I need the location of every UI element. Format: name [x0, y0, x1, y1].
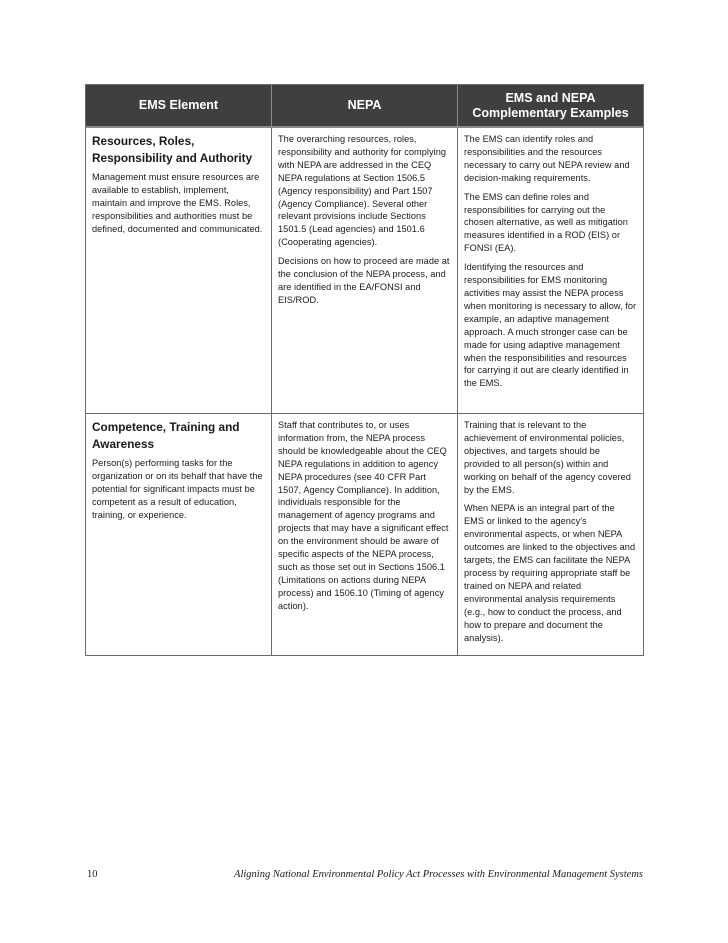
header-ems-element: EMS Element [86, 85, 272, 126]
examples-cell [458, 414, 643, 655]
page-footer [87, 869, 643, 883]
header-complementary-line1: EMS and NEPA [505, 90, 596, 105]
table-row [86, 128, 643, 414]
element-text: Person(s) performing tasks for the organization or on its behalf that have the potential for significant impacts must be competent as a result of education, training, or experience. [92, 458, 263, 520]
nepa-cell [272, 414, 458, 655]
table-row [86, 414, 643, 655]
ems-element-cell [86, 128, 272, 413]
nepa-cell [272, 128, 458, 413]
element-text: Management must ensure resources are available to establish, implement, maintain and improve the EMS. Roles, responsibilities and authorities must be defined, documented and communicated. [92, 172, 263, 234]
document-title: Aligning National Environmental Policy Act Processes with Environmental Management Systems [234, 869, 643, 880]
example-paragraph: Identifying the resources and responsibilities for EMS monitoring activities may assist the NEPA process when monitoring is necessary to allow, for example, an adaptive management approach. A much stronger case can be made for using adaptive management when the responsibilities and resources for carrying it out are clearly identified in the EMS. [464, 262, 637, 389]
element-title: Resources, Roles, Responsibility and Authority [92, 134, 253, 165]
example-paragraph: Training that is relevant to the achievement of environmental policies, objectives, and targets should be provided to all person(s) within and working on behalf of the agency covered by the EMS. [464, 420, 631, 495]
table-header-row [86, 85, 643, 128]
example-paragraph: When NEPA is an integral part of the EMS or linked to the agency's environmental aspects, or when NEPA outcomes are linked to the objectives and targets, the EMS can facilitate the NEPA process by requiring appropriate staff be trained on NEPA and related environmental analysis requirements (e.g., how to conduct the process, and how to prepare and document the analysis). [464, 503, 636, 643]
example-paragraph: The EMS can define roles and responsibilities for carrying out the chosen alternative, as well as mitigation measures identified in a ROD (EIS) or FONSI (EA). [464, 191, 628, 254]
page-number: 10 [87, 869, 98, 880]
nepa-paragraph: Decisions on how to proceed are made at the conclusion of the NEPA process, and are identified in the EA/FONSI and EIS/ROD. [278, 256, 450, 305]
header-complementary-line2: Complementary Examples [472, 105, 629, 120]
nepa-paragraph: Staff that contributes to, or uses information from, the NEPA process should be knowledgeable about the CEQ NEPA regulations in addition to agency NEPA procedures (see 40 CFR Part 1507, Agency Compliance). In addition, individuals responsible for the management of agency programs and projects that may have a significant effect on the environment should be aware of specific aspects of the NEPA process, such as those set out in Sections 1506.1 (Limitations on actions during NEPA process) and 1506.10 (Timing of agency action). [278, 420, 449, 611]
nepa-paragraph: The overarching resources, roles, responsibility and authority for complying with NEPA are addressed in the CEQ NEPA regulations at Section 1506.5 (Agency responsibility) and Part 1507 (Agency Compliance). Several other relevant provisions include Sections 1501.5 (Lead agencies) and 1501.6 (Cooperating agencies). [278, 134, 447, 248]
examples-cell [458, 128, 643, 413]
example-paragraph: The EMS can identify roles and responsibilities and the resources necessary to carry out NEPA review and decision-making requirements. [464, 134, 630, 183]
ems-element-cell [86, 414, 272, 655]
header-nepa: NEPA [272, 85, 458, 126]
element-title: Competence, Training and Awareness [92, 420, 240, 451]
header-complementary-examples [458, 85, 643, 126]
ems-nepa-table [85, 84, 644, 656]
